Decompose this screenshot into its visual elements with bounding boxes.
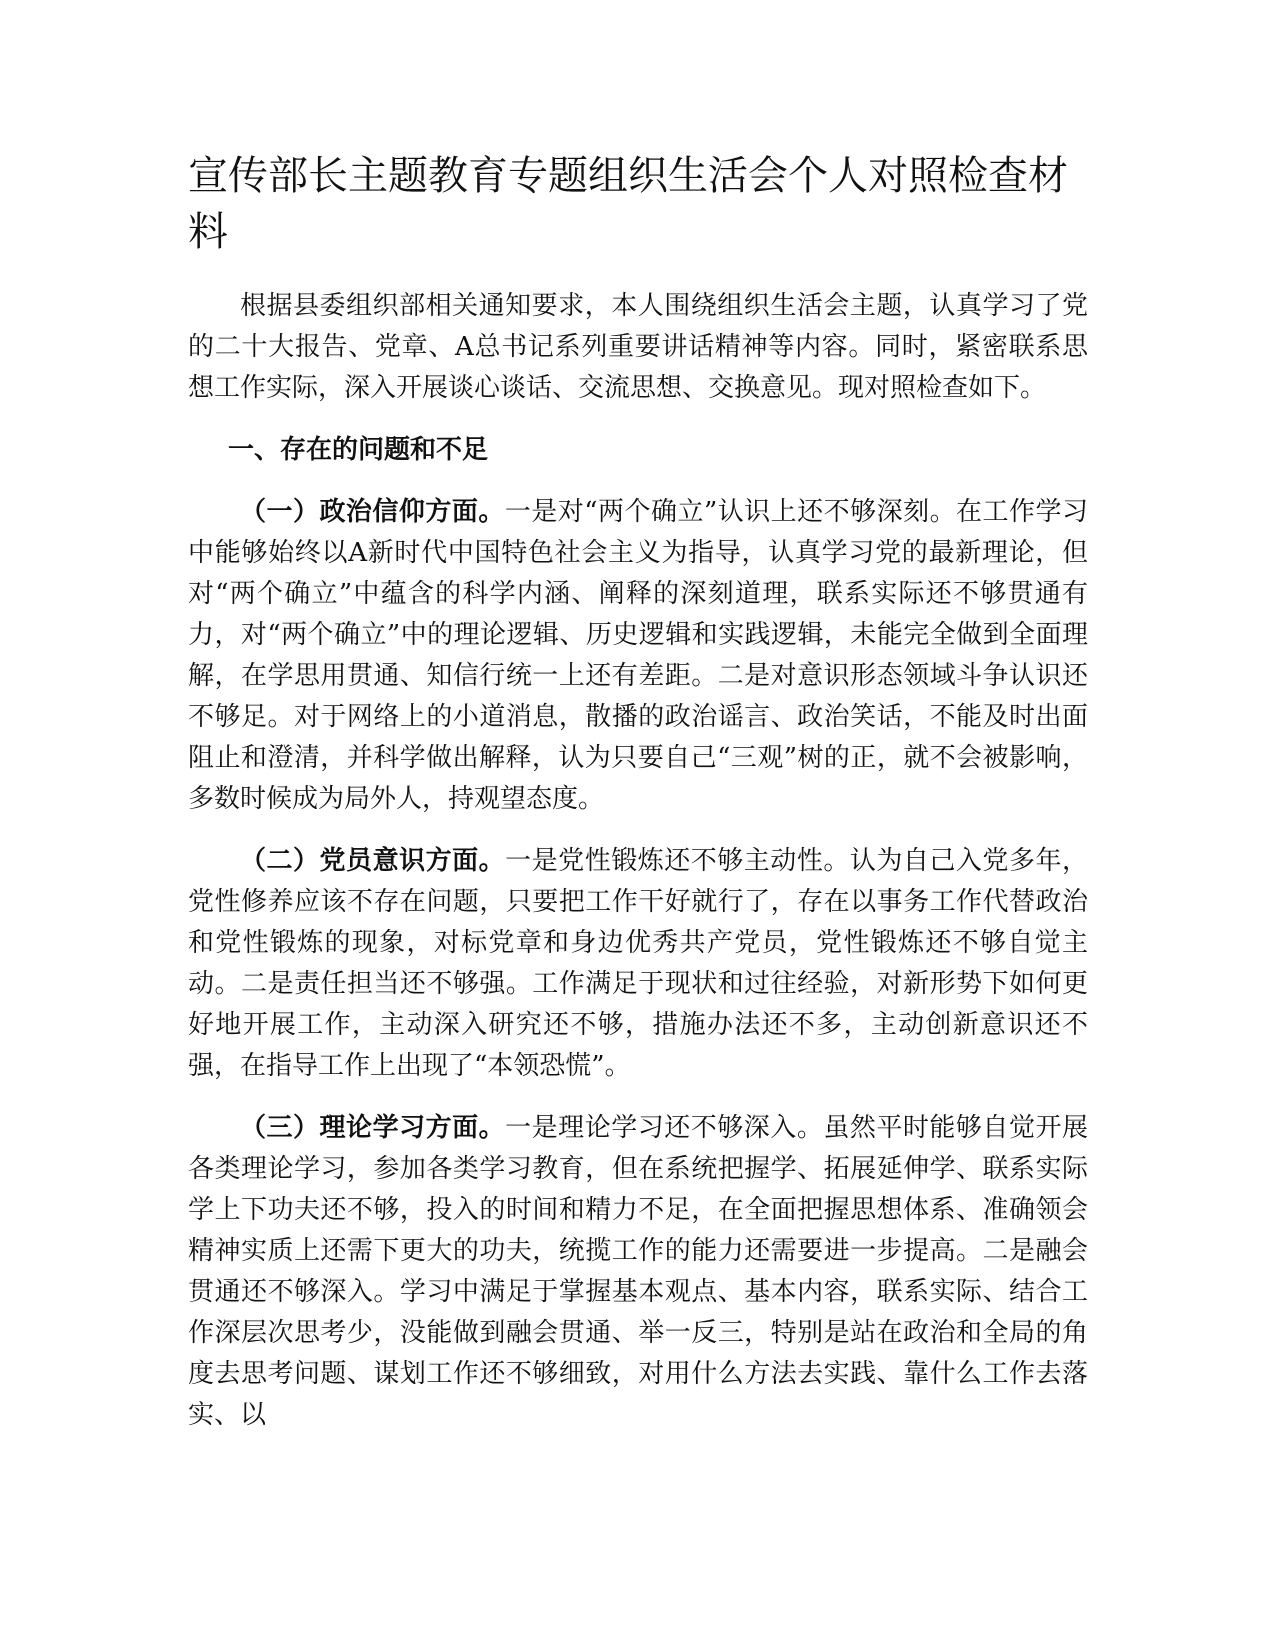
paragraph-theory-study bbox=[188, 1108, 1088, 1436]
paragraph-political-belief bbox=[188, 492, 1088, 820]
paragraph-party-awareness bbox=[188, 841, 1088, 1087]
paragraph-lead: （一）政治信仰方面。 bbox=[240, 497, 505, 527]
paragraph-text: 一是对“两个确立”认识上还不够深刻。在工作学习中能够始终以A新时代中国特色社会主义为指导，认真学习党的最新理论，但对“两个确立”中蕴含的科学内涵、阐释的深刻道理，联系实际还不够贯通有力，对“两个确立”中的理论逻辑、历史逻辑和实践逻辑，未能完全做到全面理解，在学思用贯通、知信行统一上还有差距。二是对意识形态领域斗争认识还不够足。对于网络上的小道消息，散播的政治谣言、政治笑话，不能及时出面阻止和澄清，并科学做出解释，认为只要自己“三观”树的正，就不会被影响，多数时候成为局外人，持观望态度。 bbox=[188, 497, 1088, 814]
document-content bbox=[188, 148, 1088, 1457]
paragraph-text: 一是党性锻炼还不够主动性。认为自己入党多年，党性修养应该不存在问题，只要把工作干好就行了，存在以事务工作代替政治和党性锻炼的现象，对标党章和身边优秀共产党员，党性锻炼还不够自觉主动。二是责任担当还不够强。工作满足于现状和过往经验，对新形势下如何更好地开展工作，主动深入研究还不够，措施办法还不多，主动创新意识还不强，在指导工作上出现了“本领恐慌”。 bbox=[188, 846, 1088, 1081]
paragraph-lead: （三）理论学习方面。 bbox=[240, 1113, 506, 1143]
paragraph-text: 一是理论学习还不够深入。虽然平时能够自觉开展各类理论学习，参加各类学习教育，但在系统把握学、拓展延伸学、联系实际学上下功夫还不够，投入的时间和精力不足，在全面把握思想体系、准确领会精神实质上还需下更大的功夫，统揽工作的能力还需要进一步提高。二是融会贯通还不够深入。学习中满足于掌握基本观点、基本内容，联系实际、结合工作深层次思考少，没能做到融会贯通、举一反三，特别是站在政治和全局的角度去思考问题、谋划工作还不够细致，对用什么方法去实践、靠什么工作去落实、以 bbox=[188, 1113, 1088, 1430]
paragraph-lead: （二）党员意识方面。 bbox=[240, 846, 506, 876]
section-heading: 一、存在的问题和不足 bbox=[228, 435, 489, 465]
document-title: 宣传部长主题教育专题组织生活会个人对照检查材料 bbox=[188, 153, 1068, 255]
intro-paragraph: 根据县委组织部相关通知要求，本人围绕组织生活会主题，认真学习了党的二十大报告、党章、A总书记系列重要讲话精神等内容。同时，紧密联系思想工作实际，深入开展谈心谈话、交流思想、交换意见。现对照检查如下。 bbox=[188, 291, 1088, 403]
